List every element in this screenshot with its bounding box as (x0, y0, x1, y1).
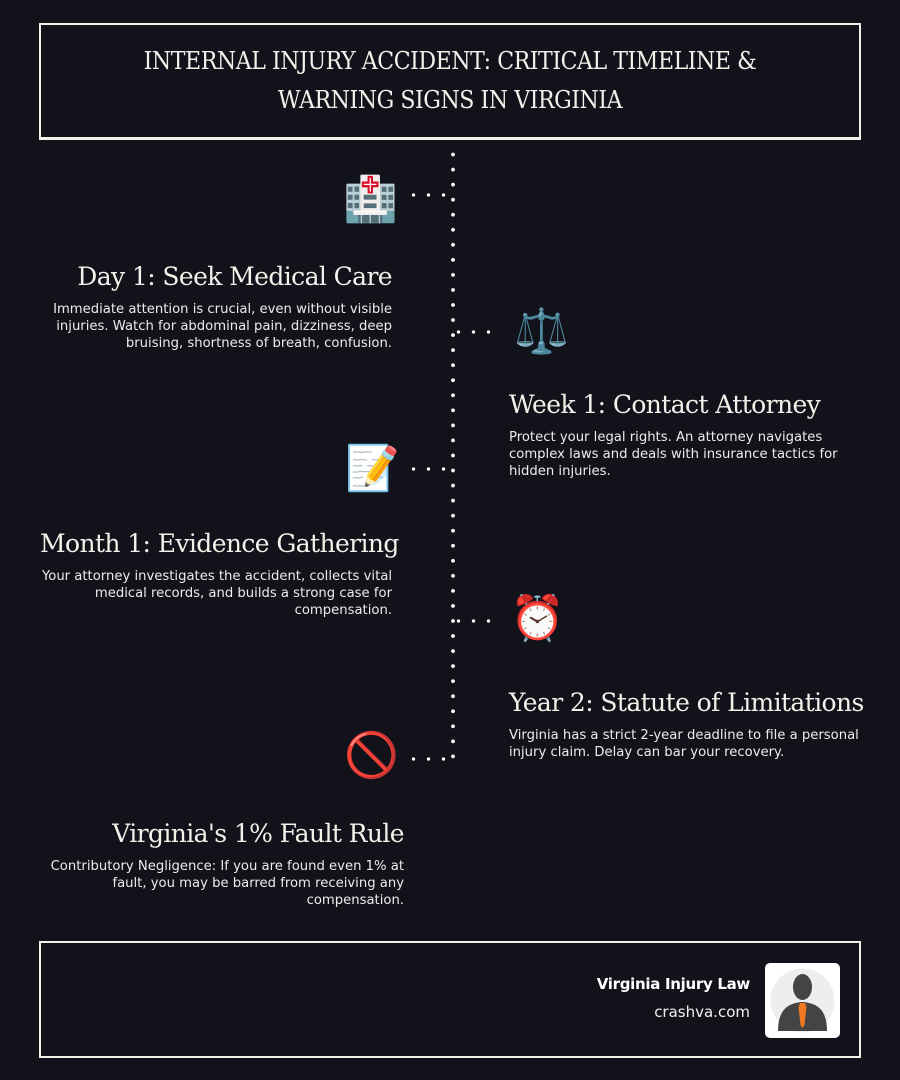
avatar (765, 963, 840, 1038)
event-description: Protect your legal rights. An attorney navigates complex laws and deals with insurance tactics for hidden injuries. (509, 430, 838, 479)
memo-pencil-icon: 📝 (345, 443, 400, 494)
connector-4 (406, 757, 455, 761)
prohibited-icon: 🚫 (344, 730, 399, 781)
timeline-spine (451, 147, 455, 763)
timeline-event (40, 529, 399, 619)
connector-0 (406, 193, 455, 197)
event-title: Month 1: Evidence Gathering (40, 529, 399, 558)
firm-name: Virginia Injury Law (596, 975, 750, 993)
scales-of-justice-icon: ⚖️ (514, 306, 569, 357)
timeline-event (509, 390, 854, 480)
event-title: Virginia's 1% Fault Rule (112, 819, 404, 848)
event-description: Contributory Negligence: If you are found even 1% at fault, you may be barred from receiving any compensation. (50, 859, 404, 908)
alarm-clock-icon: ⏰ (510, 593, 565, 644)
event-description: Your attorney investigates the accident, collects vital medical records, and builds a strong case for compensation. (41, 569, 392, 618)
timeline-event (40, 262, 392, 352)
header-box (39, 23, 861, 140)
attorney-silhouette-icon (765, 963, 840, 1038)
event-title: Week 1: Contact Attorney (509, 390, 821, 419)
event-title: Year 2: Statute of Limitations (509, 688, 864, 717)
connector-2 (406, 467, 455, 471)
connector-1 (451, 330, 500, 334)
hospital-icon: 🏥 (343, 174, 398, 225)
event-description: Immediate attention is crucial, even without visible injuries. Watch for abdominal pain, dizziness, deep bruising, shortness of breath, confusion. (53, 302, 392, 351)
timeline-event (509, 688, 869, 761)
footer-box (39, 941, 861, 1058)
event-description: Virginia has a strict 2-year deadline to file a personal injury claim. Delay can bar your recovery. (509, 728, 859, 760)
page-title: INTERNAL INJURY ACCIDENT: CRITICAL TIMELINE & WARNING SIGNS IN VIRGINIA (143, 47, 757, 114)
event-title: Day 1: Seek Medical Care (77, 262, 392, 291)
timeline-event (40, 819, 404, 909)
connector-3 (451, 619, 500, 623)
website-link[interactable]: crashva.com (654, 1003, 750, 1021)
